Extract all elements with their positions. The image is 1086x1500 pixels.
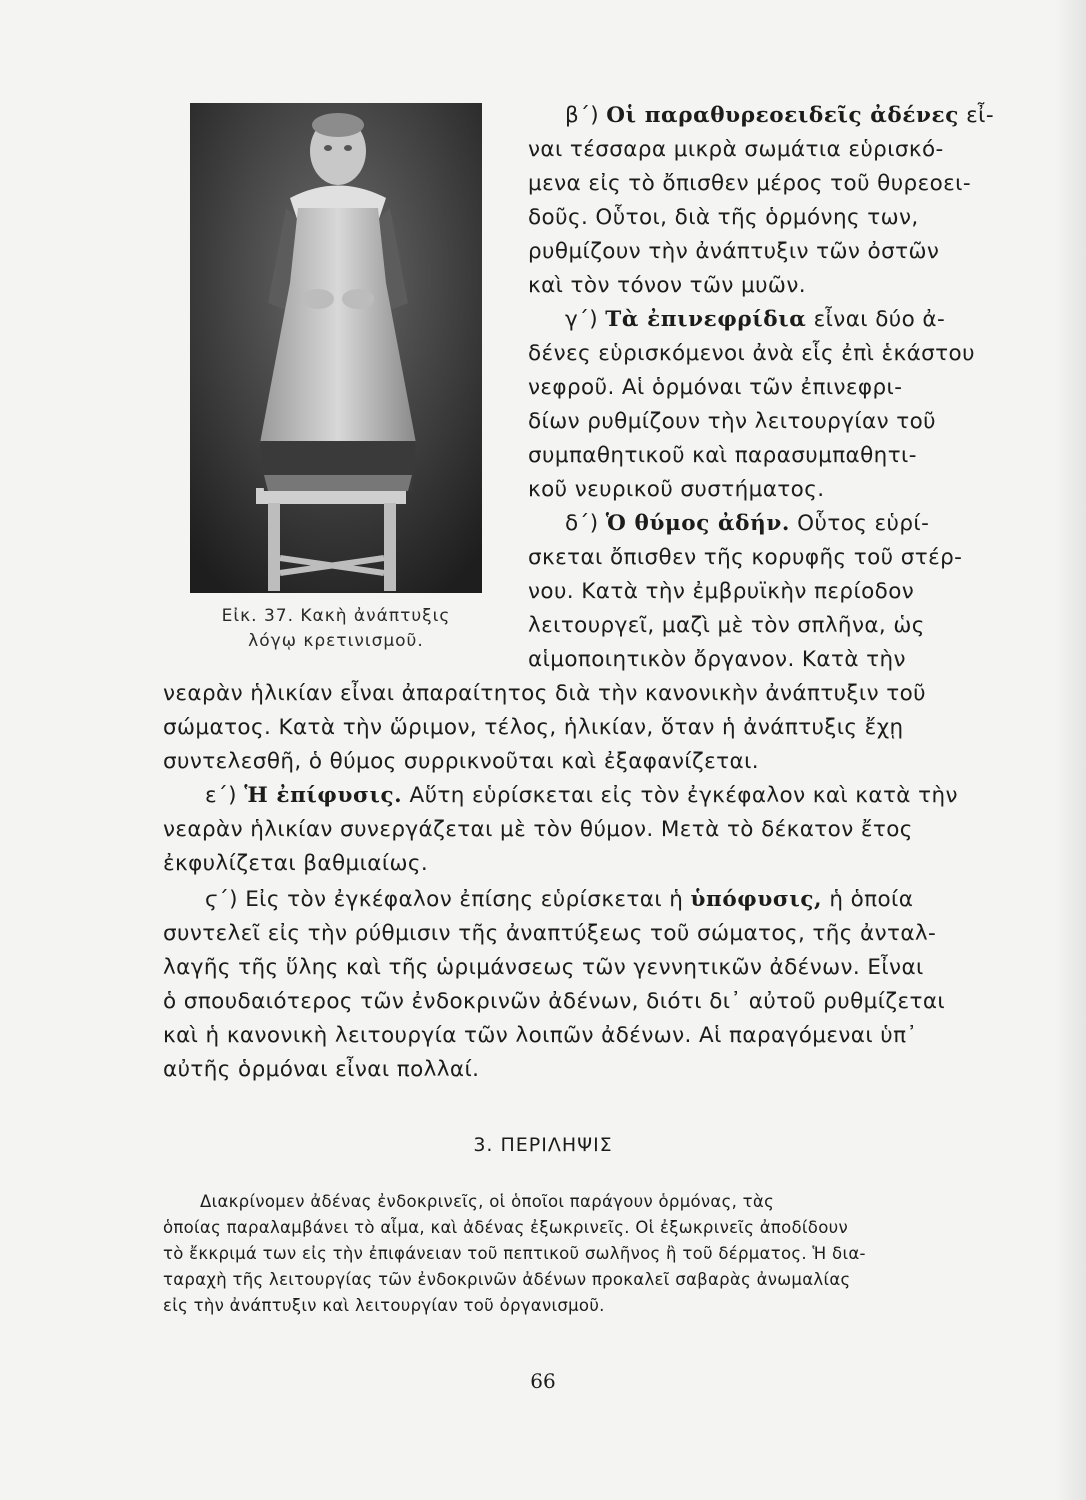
summary-line-2-a: ὁποίας παραλαμβάνει τὸ αἷμα, καὶ ἀδένας	[163, 1218, 531, 1237]
para-d-line-6: νεαρὰν ἡλικίαν εἶναι ἀπαραίτητος διὰ τὴν κανονικὴν ἀνάπτυξιν τοῦ	[163, 681, 926, 706]
para-e-line-1	[205, 781, 958, 811]
para-f-rest: ἡ ὁποία	[822, 887, 914, 912]
para-c-term: Τὰ ἐπινεφρίδια	[605, 307, 807, 332]
summary-line-2	[163, 1216, 848, 1240]
summary-line-4: ταραχὴ τῆς λειτουργίας τῶν ἐνδοκρινῶν ἀδένων προκαλεῖ σαβαρὰς ἀνωμαλίας	[163, 1270, 851, 1289]
para-d-line-1	[565, 509, 929, 539]
para-e-term: Ἡ ἐπίφυσις.	[244, 783, 403, 808]
para-b-line-1	[565, 101, 994, 131]
para-b-term: Οἱ παραθυρεοειδεῖς ἀδένες	[606, 103, 959, 128]
para-f-term: ὑπόφυσις,	[690, 887, 823, 912]
para-f-line-3: λαγῆς τῆς ὕλης καὶ τῆς ὡριμάνσεως τῶν γεννητικῶν ἀδένων. Εἶναι	[163, 955, 924, 980]
para-d-label: δ΄)	[565, 511, 606, 536]
summary-line-3: τὸ ἔκκριμά των εἰς τὴν ἐπιφάνειαν τοῦ πεπτικοῦ σωλῆνος ἢ τοῦ δέρματος. Ἡ δια-	[163, 1244, 866, 1263]
para-c-line-5: συμπαθητικοῦ καὶ παρασυμπαθητι-	[528, 443, 917, 468]
para-b-label: β΄)	[565, 103, 607, 128]
para-c-line-6: κοῦ νευρικοῦ συστήματος.	[528, 477, 825, 502]
para-b-line-2: ναι τέσσαρα μικρὰ σωμάτια εὑρισκό-	[528, 137, 944, 162]
para-f-line-1	[205, 885, 913, 915]
para-d-line-7: σώματος. Κατὰ τὴν ὥριμον, τέλος, ἡλικίαν, ὅταν ἡ ἀνάπτυξις ἔχῃ	[163, 715, 904, 740]
summary-line-1-a: Διακρίνομεν ἀδένας	[200, 1192, 378, 1211]
para-d-line-5: αἱμοποιητικὸν ὄργανον. Κατὰ τὴν	[528, 647, 906, 672]
para-f-line-2: συντελεῖ εἰς τὴν ρύθμισιν τῆς ἀναπτύξεως τοῦ σώματος, τῆς ἀνταλ-	[163, 921, 937, 946]
summary-line-1-c: , οἱ ὁποῖοι παράγουν ὁρμόνας, τὰς	[478, 1192, 775, 1211]
scan-shadow	[1056, 0, 1086, 1500]
para-f-intro: ϛ΄) Εἰς τὸν ἐγκέφαλον ἐπίσης εὑρίσκεται ἡ	[205, 887, 691, 912]
page-number: 66	[530, 1369, 556, 1393]
para-b-line-6: καὶ τὸν τόνον τῶν μυῶν.	[528, 273, 806, 298]
caption-line-1: Εἰκ. 37. Κακὴ ἀνάπτυξις	[221, 606, 451, 626]
para-e-rest: Αὕτη εὑρίσκεται εἰς τὸν ἐγκέφαλον καὶ κατὰ τὴν	[402, 783, 958, 808]
para-d-line-8: συντελεσθῆ, ὁ θύμος συρρικνοῦται καὶ ἐξαφανίζεται.	[163, 749, 759, 774]
para-f-line-6: αὐτῆς ὁρμόναι εἶναι πολλαί.	[163, 1057, 480, 1082]
figure-caption	[186, 604, 486, 654]
para-d-line-3: νου. Κατὰ τὴν ἐμβρυϊκὴν περίοδον	[528, 579, 915, 604]
para-f-line-5: καὶ ἡ κανονικὴ λειτουργία τῶν λοιπῶν ἀδένων. Αἱ παραγόμεναι ὑπ᾿	[163, 1023, 918, 1048]
para-d-rest: Οὗτος εὑρί-	[789, 511, 930, 536]
para-e-line-3: ἐκφυλίζεται βαθμιαίως.	[163, 851, 429, 876]
para-e-line-2: νεαρὰν ἡλικίαν συνεργάζεται μὲ τὸν θύμον. Μετὰ τὸ δέκατον ἔτος	[163, 817, 913, 842]
caption-line-2: λόγῳ κρετινισμοῦ.	[248, 631, 424, 651]
summary-term-exocrine: ἐξωκρινεῖς	[530, 1218, 625, 1237]
para-c-line-1	[565, 305, 945, 335]
para-c-line-2: δένες εὑρισκόμενοι ἀνὰ εἷς ἐπὶ ἑκάστου	[528, 341, 975, 366]
para-d-line-4: λειτουργεῖ, μαζὶ μὲ τὸν σπλῆνα, ὡς	[528, 613, 925, 638]
para-c-line-3: νεφροῦ. Αἱ ὁρμόναι τῶν ἐπινεφρι-	[528, 375, 903, 400]
summary-line-1	[200, 1190, 774, 1214]
para-d-line-2: σκεται ὄπισθεν τῆς κορυφῆς τοῦ στέρ-	[528, 545, 963, 570]
child-photo-illustration	[190, 103, 482, 593]
summary-line-5: εἰς τὴν ἀνάπτυξιν καὶ λειτουργίαν τοῦ ὀργανισμοῦ.	[163, 1296, 605, 1315]
para-c-rest: εἶναι δύο ἀ-	[806, 307, 946, 332]
para-c-label: γ΄)	[565, 307, 606, 332]
para-b-line-5: ρυθμίζουν τὴν ἀνάπτυξιν τῶν ὀστῶν	[528, 239, 940, 264]
summary-line-2-c: . Οἱ ἐξωκρινεῖς ἀποδίδουν	[624, 1218, 848, 1237]
para-f-line-4: ὁ σπουδαιότερος τῶν ἐνδοκρινῶν ἀδένων, διότι δι᾿ αὐτοῦ ρυθμίζεται	[163, 989, 946, 1014]
para-e-label: ε΄)	[205, 783, 245, 808]
para-d-term: Ὁ θύμος ἀδήν.	[605, 511, 790, 536]
para-b-rest: εἶ-	[958, 103, 994, 128]
para-c-line-4: δίων ρυθμίζουν τὴν λειτουργίαν τοῦ	[528, 409, 936, 434]
para-b-line-4: δοῦς. Οὗτοι, διὰ τῆς ὁρμόνης των,	[528, 205, 919, 230]
para-b-line-3: μενα εἰς τὸ ὄπισθεν μέρος τοῦ θυρεοει-	[528, 171, 972, 196]
figure-photo	[190, 103, 482, 593]
summary-term-endocrine: ἐνδοκρινεῖς	[377, 1192, 479, 1211]
summary-heading: 3. ΠΕΡΙΛΗΨΙΣ	[473, 1134, 613, 1156]
